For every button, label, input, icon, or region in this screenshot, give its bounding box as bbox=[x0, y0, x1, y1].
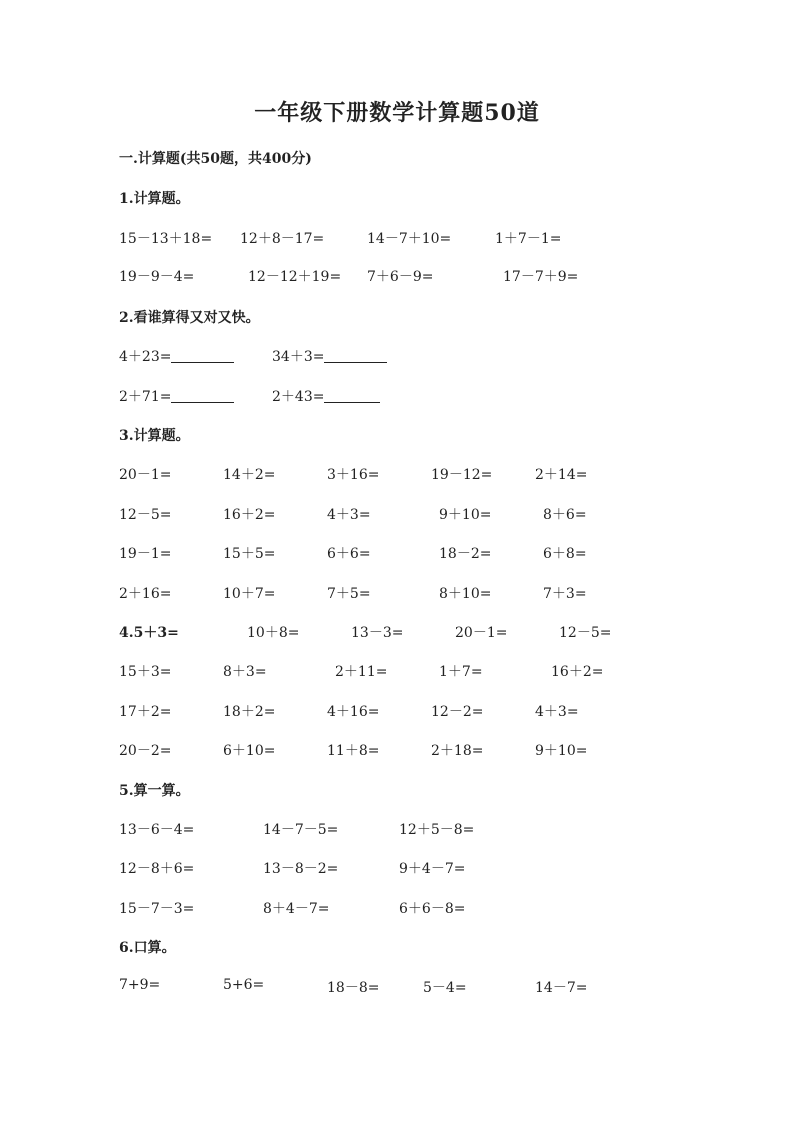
problem: 8＋10= bbox=[439, 586, 492, 602]
problem: 1＋7－1= bbox=[495, 231, 562, 247]
problem: 10＋8= bbox=[247, 625, 300, 641]
problem: 12－2= bbox=[431, 704, 484, 720]
problem: 13－8－2= bbox=[263, 861, 339, 877]
problem: 9＋10= bbox=[439, 507, 492, 523]
problem: 8＋3= bbox=[223, 664, 267, 680]
page-title: 一年级下册数学计算题50道 bbox=[254, 100, 540, 126]
problem: 2＋16= bbox=[119, 586, 172, 602]
problem: 7＋3= bbox=[543, 586, 587, 602]
problem: 6＋10= bbox=[223, 743, 276, 759]
answer-blank[interactable] bbox=[171, 388, 234, 403]
problem: 17－7＋9= bbox=[503, 269, 579, 285]
problem-text: 2＋71= bbox=[119, 389, 172, 405]
problem: 4＋16= bbox=[327, 704, 380, 720]
problem: 20－1= bbox=[119, 467, 172, 483]
problem: 2＋18= bbox=[431, 743, 484, 759]
section-heading: 一.计算题(共50题，共400分) bbox=[119, 151, 312, 167]
question-2-row-1 bbox=[0, 346, 794, 366]
problem: 1＋7= bbox=[439, 664, 483, 680]
problem: 19－12= bbox=[431, 467, 493, 483]
problem: 13－3= bbox=[351, 625, 404, 641]
question-3-row-1 bbox=[0, 464, 794, 484]
problem-text: 4＋23= bbox=[119, 349, 172, 365]
problem: 3＋16= bbox=[327, 467, 380, 483]
problem: 19－9－4= bbox=[119, 269, 195, 285]
problem: 7＋6－9= bbox=[367, 269, 434, 285]
problem: 2＋11= bbox=[335, 664, 388, 680]
fill-in-problem bbox=[119, 386, 234, 406]
problem: 16＋2= bbox=[551, 664, 604, 680]
question-5-row-1 bbox=[0, 819, 794, 839]
question-3-heading: 3.计算题。 bbox=[119, 428, 190, 444]
problem-text: 2＋43= bbox=[272, 389, 325, 405]
question-4-first-problem: 4.5＋3= bbox=[119, 625, 179, 641]
problem: 9＋10= bbox=[535, 743, 588, 759]
problem: 16＋2= bbox=[223, 507, 276, 523]
problem: 14＋2= bbox=[223, 467, 276, 483]
problem: 14－7＋10= bbox=[367, 231, 452, 247]
answer-blank[interactable] bbox=[324, 348, 387, 363]
question-4-row-3 bbox=[0, 701, 794, 721]
question-6-row-1 bbox=[0, 977, 794, 997]
problem: 9＋4－7= bbox=[399, 861, 466, 877]
problem: 11＋8= bbox=[327, 743, 380, 759]
problem: 6＋8= bbox=[543, 546, 587, 562]
problem: 19－1= bbox=[119, 546, 172, 562]
question-4-row-1 bbox=[0, 622, 794, 642]
problem: 13－6－4= bbox=[119, 822, 195, 838]
problem: 12－5= bbox=[559, 625, 612, 641]
question-4-row-2 bbox=[0, 661, 794, 681]
question-2-heading: 2.看谁算得又对又快。 bbox=[119, 310, 260, 326]
problem: 7+9= bbox=[119, 977, 161, 993]
problem: 17＋2= bbox=[119, 704, 172, 720]
question-3-row-2 bbox=[0, 504, 794, 524]
problem: 12－8＋6= bbox=[119, 861, 195, 877]
problem: 14－7－5= bbox=[263, 822, 339, 838]
problem: 10＋7= bbox=[223, 586, 276, 602]
problem: 15＋3= bbox=[119, 664, 172, 680]
fill-in-problem bbox=[272, 386, 380, 406]
question-2-row-2 bbox=[0, 386, 794, 406]
answer-blank[interactable] bbox=[171, 348, 234, 363]
problem: 4＋3= bbox=[327, 507, 371, 523]
problem: 7＋5= bbox=[327, 586, 371, 602]
question-1-heading: 1.计算题。 bbox=[119, 191, 190, 207]
question-5-row-2 bbox=[0, 858, 794, 878]
problem: 5－4= bbox=[423, 980, 467, 996]
question-1-row-1 bbox=[0, 228, 794, 248]
question-1-row-2 bbox=[0, 266, 794, 286]
problem: 15－13＋18= bbox=[119, 231, 213, 247]
fill-in-problem bbox=[119, 346, 234, 366]
question-3-row-3 bbox=[0, 543, 794, 563]
question-5-heading: 5.算一算。 bbox=[119, 783, 190, 799]
problem: 18－8= bbox=[327, 980, 380, 996]
problem: 4＋3= bbox=[535, 704, 579, 720]
question-4-row-4 bbox=[0, 740, 794, 760]
problem: 15－7－3= bbox=[119, 901, 195, 917]
problem: 20－2= bbox=[119, 743, 172, 759]
fill-in-problem bbox=[272, 346, 387, 366]
problem: 6＋6= bbox=[327, 546, 371, 562]
answer-blank[interactable] bbox=[324, 388, 380, 403]
problem: 14－7= bbox=[535, 980, 588, 996]
problem: 15＋5= bbox=[223, 546, 276, 562]
problem: 12＋8－17= bbox=[240, 231, 325, 247]
problem: 6＋6－8= bbox=[399, 901, 466, 917]
problem: 8＋6= bbox=[543, 507, 587, 523]
problem: 8＋4－7= bbox=[263, 901, 330, 917]
problem: 18＋2= bbox=[223, 704, 276, 720]
question-5-row-3 bbox=[0, 898, 794, 918]
problem: 12－5= bbox=[119, 507, 172, 523]
problem: 5+6= bbox=[223, 977, 265, 993]
problem-text: 34＋3= bbox=[272, 349, 325, 365]
problem: 12＋5－8= bbox=[399, 822, 475, 838]
problem: 12－12＋19= bbox=[248, 269, 342, 285]
problem: 2＋14= bbox=[535, 467, 588, 483]
question-6-heading: 6.口算。 bbox=[119, 940, 176, 956]
problem: 18－2= bbox=[439, 546, 492, 562]
problem: 20－1= bbox=[455, 625, 508, 641]
question-3-row-4 bbox=[0, 583, 794, 603]
